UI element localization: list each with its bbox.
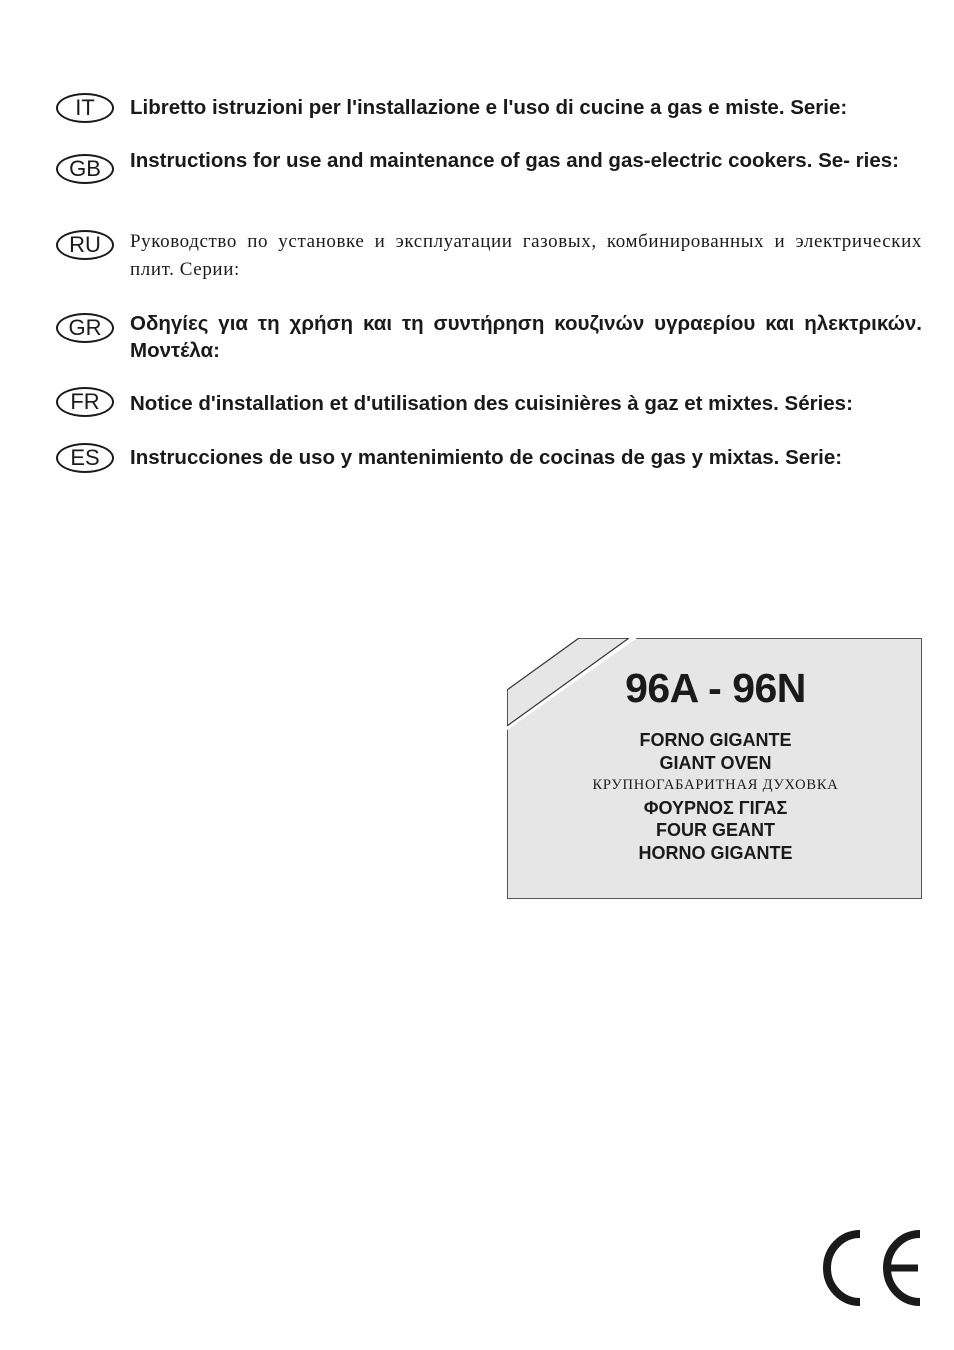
language-badge-ru: RU xyxy=(56,230,114,260)
language-badge-fr: FR xyxy=(56,387,114,417)
language-row-ru xyxy=(56,228,922,284)
language-badge-it: IT xyxy=(56,93,114,123)
model-line-ru: КРУПНОГАБАРИТНАЯ ДУХОВКА xyxy=(592,777,839,794)
model-line-fr: FOUR GEANT xyxy=(656,820,775,841)
language-row-gr xyxy=(56,310,922,366)
model-description-list xyxy=(508,729,923,865)
language-text-es: Instrucciones de uso y mantenimiento de cocinas de gas y mixtas. Serie: xyxy=(130,446,843,469)
language-text-gb: Instructions for use and maintenance of gas and gas-electric cookers. Se- ries: xyxy=(130,149,899,172)
language-row-fr xyxy=(56,387,922,417)
model-line-gr: ΦΟΥΡΝΟΣ ΓΙΓΑΣ xyxy=(643,797,788,818)
language-text-it: Libretto istruzioni per l'installazione e l'uso di cucine a gas e miste. Serie: xyxy=(130,96,848,119)
language-text-ru: Руководство по установке и эксплуатации газовых, комбинированных и электрических плит. Серии: xyxy=(130,231,922,280)
model-title: 96A - 96N xyxy=(625,665,806,711)
language-row-es xyxy=(56,443,922,473)
model-line-es: HORNO GIGANTE xyxy=(638,842,793,863)
language-text-gr: Οδηγίες για τη χρήση και τη συντήρηση κουζινών υγραερίου και ηλεκτρικών. Μοντέλα: xyxy=(130,312,922,362)
language-row-it xyxy=(56,93,922,123)
language-row-gb xyxy=(56,146,922,202)
language-badge-gb: GB xyxy=(56,154,114,184)
language-badge-gr: GR xyxy=(56,313,114,343)
ce-mark-icon xyxy=(822,1230,922,1306)
model-line-gb: GIANT OVEN xyxy=(659,752,772,773)
model-box xyxy=(507,638,922,899)
language-text-fr: Notice d'installation et d'utilisation des cuisinières à gaz et mixtes. Séries: xyxy=(130,392,853,415)
language-badge-es: ES xyxy=(56,443,114,473)
model-line-it: FORNO GIGANTE xyxy=(639,730,792,750)
